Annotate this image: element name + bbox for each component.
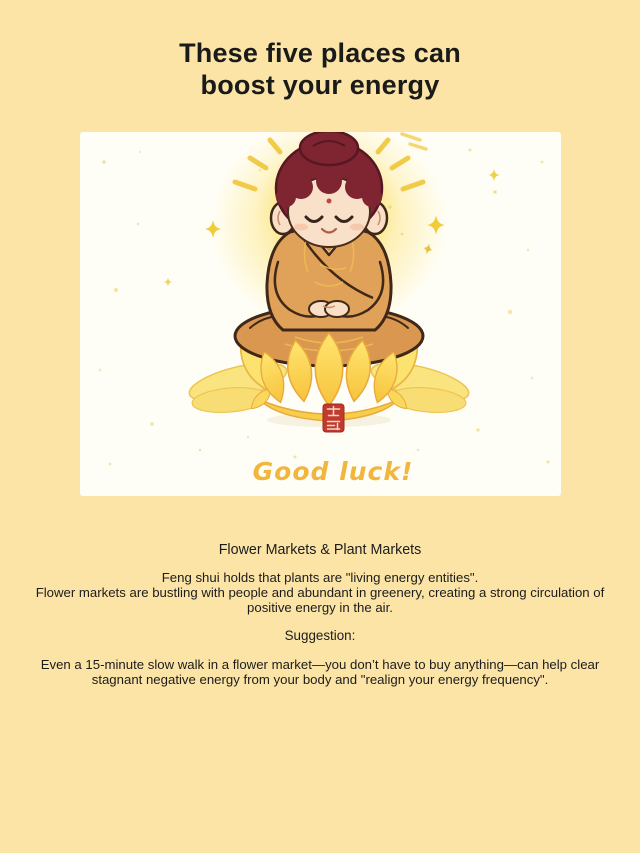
feng-shui-rest: Flower markets are bustling with people and abundant in greenery, creating a strong circulation of positive energy in the air. (35, 584, 605, 615)
illustration-card (80, 132, 561, 496)
feng-shui-paragraph (14, 571, 626, 615)
section-heading: Flower Markets & Plant Markets (218, 542, 422, 558)
good-luck-seal (323, 404, 344, 432)
page-title-line2: boost your energy (200, 70, 440, 100)
buddha-illustration (80, 132, 561, 496)
content-section (14, 542, 626, 688)
feng-shui-line1: Feng shui holds that plants are "living energy entities". (161, 570, 479, 585)
suggestion-label: Suggestion: (284, 628, 356, 644)
page-title-line1: These five places can (179, 38, 461, 68)
buddha-topknot (300, 132, 358, 165)
good-luck-text: Good luck! (252, 457, 413, 486)
suggestion-paragraph: Even a 15-minute slow walk in a flower market—you don’t have to buy anything—can help clear stagnant negative energy from your body and "realign your energy frequency". (40, 657, 600, 687)
urna-dot (326, 199, 331, 204)
page-title (0, 0, 640, 101)
